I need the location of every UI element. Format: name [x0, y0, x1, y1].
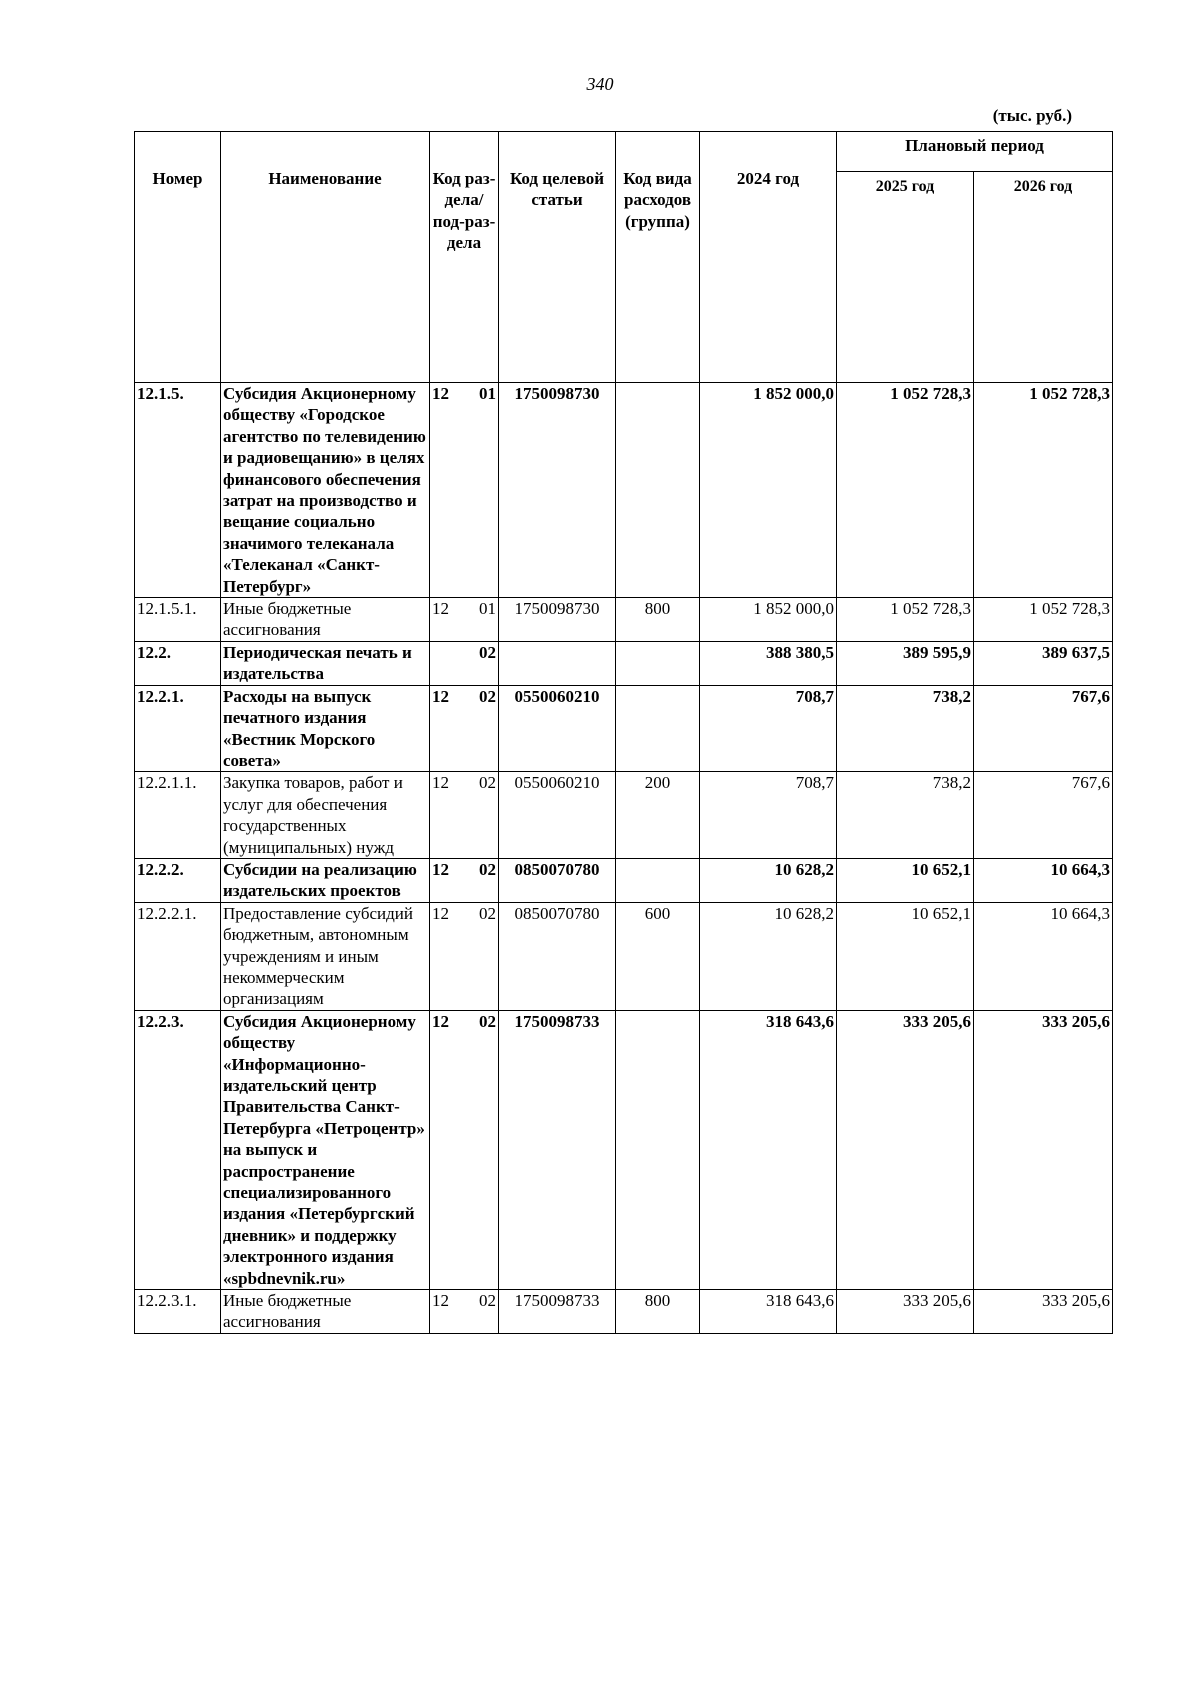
row-name: Субсидия Акционерному обществу «Информационно-издательский центр Правительства Санкт-Петербурга «Петроцентр» на выпуск и распространение специализированного издания «Петербургский дневник» и поддержку электронного издания «spbdnevnik.ru»	[221, 1010, 430, 1289]
row-name: Предоставление субсидий бюджетным, автономным учреждениям и иным некоммерческим организациям	[221, 902, 430, 1010]
row-razdel: 12	[432, 773, 449, 793]
row-number: 12.2.2.1.	[135, 902, 221, 1010]
row-amount-2026: 10 664,3	[974, 858, 1113, 902]
row-name: Иные бюджетные ассигнования	[221, 598, 430, 642]
row-amount-2025: 10 652,1	[837, 902, 974, 1010]
units-label: (тыс. руб.)	[992, 106, 1072, 125]
header-expense-type-code: Код вида расходов (группа)	[616, 132, 700, 383]
header-year-2024: 2024 год	[700, 132, 837, 383]
row-section-code	[430, 641, 499, 685]
row-podrazdel: 01	[479, 599, 496, 619]
row-number: 12.2.	[135, 641, 221, 685]
row-razdel: 12	[432, 1011, 449, 1031]
header-name: Наименование	[221, 132, 430, 383]
budget-table	[134, 131, 1113, 1334]
row-expense-type: 600	[616, 902, 700, 1010]
row-expense-type	[616, 1010, 700, 1289]
row-podrazdel: 02	[479, 773, 496, 793]
row-number: 12.2.3.1.	[135, 1290, 221, 1334]
header-year-2026: 2026 год	[974, 172, 1113, 383]
row-name: Субсидия Акционерному обществу «Городское агентство по телевидению и радиовещанию» в целях финансового обеспечения затрат на производство и вещание социально значимого телеканала «Телеканал «Санкт-Петербург»	[221, 383, 430, 598]
row-amount-2026: 767,6	[974, 685, 1113, 772]
row-amount-2024: 318 643,6	[700, 1290, 837, 1334]
row-section-code	[430, 1010, 499, 1289]
table-row	[135, 685, 1113, 772]
row-number: 12.2.3.	[135, 1010, 221, 1289]
row-amount-2025: 1 052 728,3	[837, 383, 974, 598]
row-target-code: 1750098733	[499, 1010, 616, 1289]
row-podrazdel: 02	[479, 1291, 496, 1311]
row-razdel: 12	[432, 599, 449, 619]
row-amount-2026: 10 664,3	[974, 902, 1113, 1010]
row-podrazdel: 02	[479, 686, 496, 706]
row-expense-type: 800	[616, 598, 700, 642]
row-number: 12.1.5.1.	[135, 598, 221, 642]
table-row	[135, 598, 1113, 642]
header-number: Номер	[135, 132, 221, 383]
row-razdel: 12	[432, 859, 449, 879]
row-amount-2025: 738,2	[837, 772, 974, 859]
row-amount-2025: 333 205,6	[837, 1290, 974, 1334]
row-name: Закупка товаров, работ и услуг для обеспечения государственных (муниципальных) нужд	[221, 772, 430, 859]
row-amount-2024: 10 628,2	[700, 902, 837, 1010]
row-name: Расходы на выпуск печатного издания «Вестник Морского совета»	[221, 685, 430, 772]
row-podrazdel: 02	[479, 903, 496, 923]
row-expense-type	[616, 685, 700, 772]
row-section-code	[430, 685, 499, 772]
row-target-code: 1750098730	[499, 598, 616, 642]
row-section-code	[430, 383, 499, 598]
row-number: 12.2.1.	[135, 685, 221, 772]
row-amount-2025: 333 205,6	[837, 1010, 974, 1289]
table-row	[135, 1290, 1113, 1334]
table-body	[135, 383, 1113, 1334]
row-amount-2024: 708,7	[700, 772, 837, 859]
row-amount-2026: 389 637,5	[974, 641, 1113, 685]
row-amount-2026: 1 052 728,3	[974, 598, 1113, 642]
table-row	[135, 641, 1113, 685]
row-number: 12.2.2.	[135, 858, 221, 902]
row-amount-2025: 389 595,9	[837, 641, 974, 685]
row-number: 12.2.1.1.	[135, 772, 221, 859]
row-amount-2025: 738,2	[837, 685, 974, 772]
table-row	[135, 383, 1113, 598]
row-amount-2026: 767,6	[974, 772, 1113, 859]
row-target-code: 1750098733	[499, 1290, 616, 1334]
row-razdel: 12	[432, 384, 449, 403]
row-target-code: 0550060210	[499, 685, 616, 772]
row-amount-2024: 1 852 000,0	[700, 598, 837, 642]
row-section-code	[430, 858, 499, 902]
row-name: Периодическая печать и издательства	[221, 641, 430, 685]
header-planned-period: Плановый период	[837, 132, 1113, 172]
table-row	[135, 858, 1113, 902]
row-amount-2024: 318 643,6	[700, 1010, 837, 1289]
row-number: 12.1.5.	[135, 383, 221, 598]
row-amount-2026: 1 052 728,3	[974, 383, 1113, 598]
row-podrazdel: 02	[479, 859, 496, 879]
header-section-code: Код раз-дела/ под-раз-дела	[430, 132, 499, 383]
row-target-code	[499, 641, 616, 685]
row-section-code	[430, 772, 499, 859]
row-amount-2026: 333 205,6	[974, 1010, 1113, 1289]
row-podrazdel: 02	[479, 642, 496, 662]
row-target-code: 0850070780	[499, 902, 616, 1010]
row-expense-type: 800	[616, 1290, 700, 1334]
row-name: Иные бюджетные ассигнования	[221, 1290, 430, 1334]
row-podrazdel: 01	[479, 384, 496, 403]
row-target-code: 0550060210	[499, 772, 616, 859]
page-number: 340	[586, 74, 614, 94]
row-amount-2024: 388 380,5	[700, 641, 837, 685]
row-amount-2024: 10 628,2	[700, 858, 837, 902]
row-amount-2024: 708,7	[700, 685, 837, 772]
table-row	[135, 1010, 1113, 1289]
header-target-code: Код целевой статьи	[499, 132, 616, 383]
row-amount-2025: 10 652,1	[837, 858, 974, 902]
row-amount-2024: 1 852 000,0	[700, 383, 837, 598]
table-row	[135, 772, 1113, 859]
row-expense-type: 200	[616, 772, 700, 859]
row-expense-type	[616, 641, 700, 685]
row-expense-type	[616, 858, 700, 902]
header-year-2025: 2025 год	[837, 172, 974, 383]
row-razdel: 12	[432, 903, 449, 923]
row-expense-type	[616, 383, 700, 598]
row-section-code	[430, 902, 499, 1010]
table-row	[135, 902, 1113, 1010]
row-razdel: 12	[432, 1291, 449, 1311]
row-target-code: 1750098730	[499, 383, 616, 598]
row-section-code	[430, 598, 499, 642]
row-target-code: 0850070780	[499, 858, 616, 902]
row-name: Субсидии на реализацию издательских проектов	[221, 858, 430, 902]
row-podrazdel: 02	[479, 1011, 496, 1031]
row-amount-2025: 1 052 728,3	[837, 598, 974, 642]
row-section-code	[430, 1290, 499, 1334]
row-amount-2026: 333 205,6	[974, 1290, 1113, 1334]
row-razdel: 12	[432, 686, 449, 706]
